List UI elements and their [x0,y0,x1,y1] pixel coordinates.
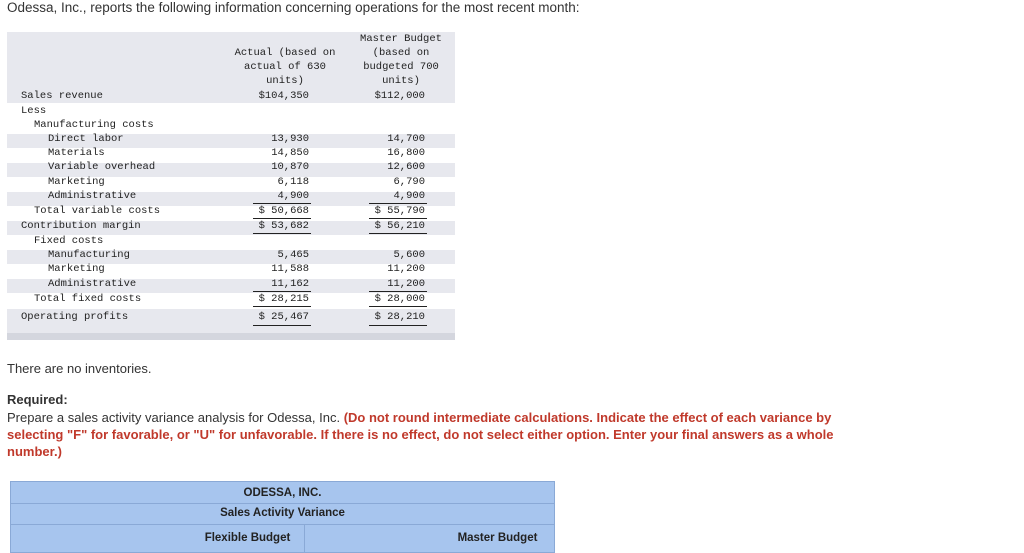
actual-value: 6,118 [277,176,309,188]
budget-value: $ 28,210 [374,311,425,323]
row-label: Less [21,105,47,117]
row-label: Direct labor [48,133,124,145]
actual-value: 13,930 [271,133,309,145]
actual-value: 14,850 [271,147,309,159]
row-label: Total variable costs [34,205,161,217]
budget-value: 4,900 [393,190,425,202]
actual-value: 11,162 [271,278,309,290]
table-footer-band [7,333,455,340]
actual-column-header: Actual (based on actual of 630 units) [234,47,336,87]
budget-value: $112,000 [374,90,425,102]
row-divider [11,524,554,525]
underline [369,233,427,234]
row-label: Manufacturing costs [34,119,154,131]
column-divider [304,524,305,552]
row-label: Manufacturing [48,249,130,261]
required-instructions: (Do not round intermediate calculations. Indicate the effect of each variance by selecting "F" for favorable, or "U" for unfavorable. If there is no effect, do not select either option. Enter your final answers as a whole number.) [7,410,834,459]
budget-value: 11,200 [387,278,425,290]
row-label: Variable overhead [48,161,156,173]
actual-value: $104,350 [258,90,309,102]
actual-value: 11,588 [271,263,309,275]
budget-value: $ 28,000 [374,293,425,305]
actual-value: 10,870 [271,161,309,173]
financial-data-table [7,32,455,340]
company-name: ODESSA, INC. [243,487,322,499]
inventory-note: There are no inventories. [7,361,152,376]
row-label: Fixed costs [34,235,104,247]
row-label: Total fixed costs [34,293,142,305]
row-label: Materials [48,147,105,159]
row-label: Operating profits [21,311,129,323]
row-label: Administrative [48,190,137,202]
double-underline [369,325,427,326]
underline [253,306,311,307]
budget-column-header: Master Budget (based on budgeted 700 units) [360,33,442,87]
row-divider [11,503,554,504]
budget-value: 16,800 [387,147,425,159]
underline [369,306,427,307]
sales-activity-variance-table [10,481,555,553]
intro-text: Odessa, Inc., reports the following information concerning operations for the most recent month: [7,0,580,15]
double-underline [253,325,311,326]
actual-value: $ 28,215 [258,293,309,305]
table-title: Sales Activity Variance [220,507,345,519]
actual-value: $ 50,668 [258,205,309,217]
actual-value: 5,465 [277,249,309,261]
master-budget-header: Master Budget [457,532,538,544]
actual-value: $ 25,467 [258,311,309,323]
actual-value: $ 53,682 [258,220,309,232]
budget-value: 12,600 [387,161,425,173]
row-label: Marketing [48,263,105,275]
budget-value: 11,200 [387,263,425,275]
actual-value: 4,900 [277,190,309,202]
required-title: Required: [7,392,68,407]
row-label: Administrative [48,278,137,290]
required-text: Prepare a sales activity variance analysis for Odessa, Inc. (Do not round intermediate calculations. Indicate the effect of each variance by selecting "F" for favorable, or "U" for unfavorable. If there is no effect, do not select either option. Enter your final answers as a whole number.) [7,410,834,459]
budget-value: $ 56,210 [374,220,425,232]
budget-value: $ 55,790 [374,205,425,217]
budget-value: 5,600 [393,249,425,261]
row-label: Contribution margin [21,220,141,232]
row-label: Marketing [48,176,105,188]
budget-value: 6,790 [393,176,425,188]
budget-value: 14,700 [387,133,425,145]
underline [253,233,311,234]
flexible-budget-header: Flexible Budget [204,532,291,544]
row-label: Sales revenue [21,90,103,102]
